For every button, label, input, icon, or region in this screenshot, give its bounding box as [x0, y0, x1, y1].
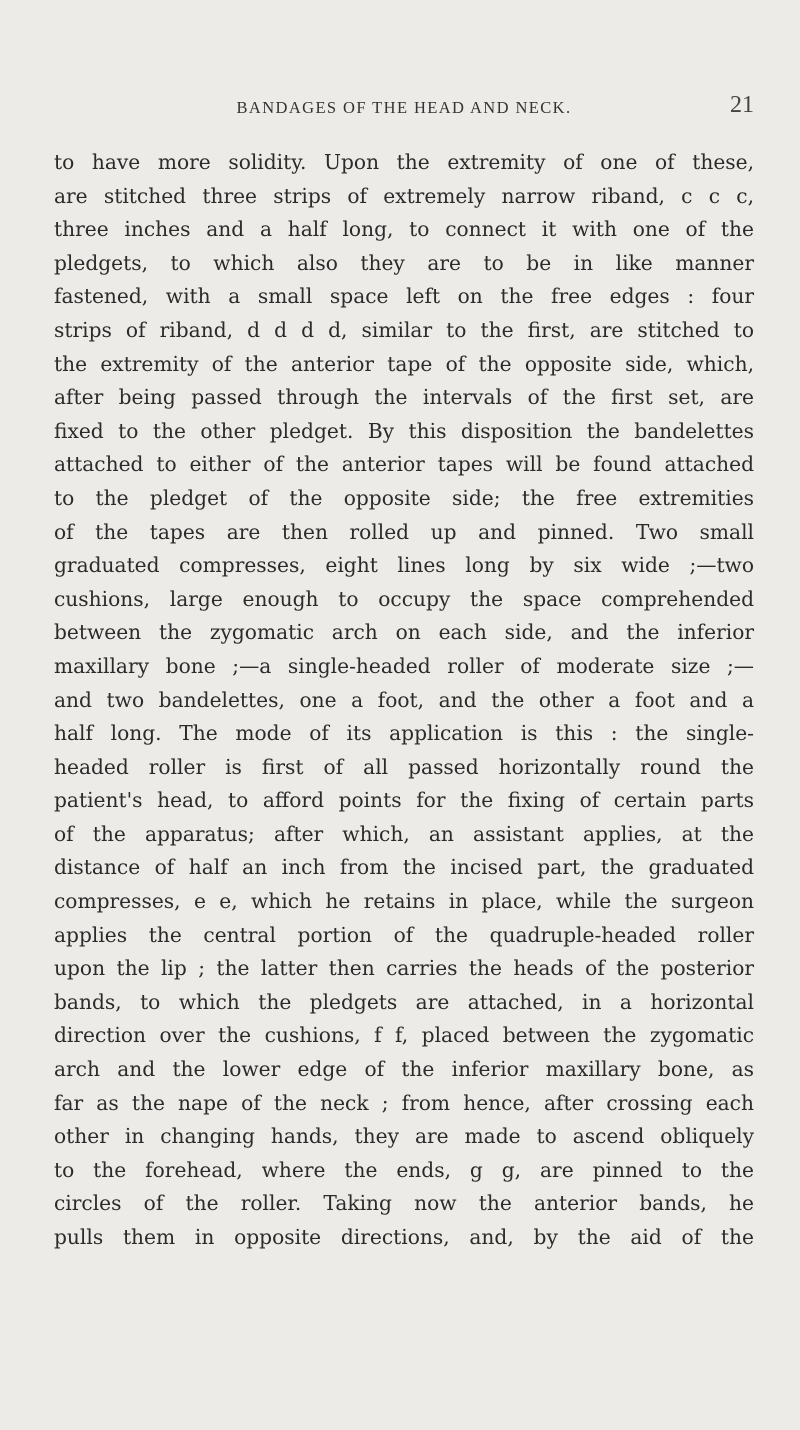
body-text [54, 146, 754, 1255]
text-line: three inches and a half long, to connect it with one of the [54, 217, 754, 242]
running-head [54, 92, 754, 138]
text-line: of the tapes are then rolled up and pinned. Two small [54, 519, 754, 544]
page-number: 21 [730, 92, 754, 118]
text-line: to the forehead, where the ends, g g, are pinned to the [54, 1157, 754, 1182]
text-line: to have more solidity. Upon the extremity of one of these, [54, 150, 754, 174]
text-line: cushions, large enough to occupy the space comprehended [54, 586, 754, 611]
text-line: the extremity of the anterior tape of the opposite side, which, [54, 351, 754, 376]
text-line: compresses, e e, which he retains in place, while the surgeon [54, 889, 754, 914]
running-head-title: BANDAGES OF THE HEAD AND NECK. [236, 98, 572, 117]
text-line: other in changing hands, they are made to ascend obliquely [54, 1124, 754, 1149]
text-line: between the zygomatic arch on each side, and the inferior [54, 620, 754, 645]
text-line: pulls them in opposite directions, and, by the aid of the [54, 1225, 754, 1249]
text-line: are stitched three strips of extremely narrow riband, c c c, [54, 183, 754, 208]
text-line: direction over the cushions, f f, placed between the zygomatic [54, 1023, 754, 1048]
text-line: upon the lip ; the latter then carries the heads of the posterior [54, 956, 754, 981]
text-line: to the pledget of the opposite side; the free extremities [54, 485, 754, 510]
text-line: maxillary bone ;—a single-headed roller of moderate size ;— [54, 653, 754, 678]
text-line: circles of the roller. Taking now the anterior bands, he [54, 1191, 754, 1216]
text-line: attached to either of the anterior tapes will be found attached [54, 452, 754, 477]
text-line: fixed to the other pledget. By this disposition the bandelettes [54, 418, 754, 443]
text-line: strips of riband, d d d d, similar to the first, are stitched to [54, 317, 754, 342]
text-line: fastened, with a small space left on the free edges : four [54, 284, 754, 309]
text-line: and two bandelettes, one a foot, and the other a foot and a [54, 687, 754, 712]
book-page [0, 92, 800, 1430]
text-line: graduated compresses, eight lines long by six wide ;—two [54, 553, 754, 578]
text-line: patient's head, to afford points for the fixing of certain parts [54, 788, 754, 813]
text-line: pledgets, to which also they are to be in like manner [54, 250, 754, 275]
text-line: arch and the lower edge of the inferior maxillary bone, as [54, 1057, 754, 1082]
text-line: distance of half an inch from the incised part, the graduated [54, 855, 754, 880]
text-line: of the apparatus; after which, an assistant applies, at the [54, 821, 754, 846]
text-line: half long. The mode of its application is this : the single- [54, 721, 754, 746]
text-line: applies the central portion of the quadruple-headed roller [54, 922, 754, 947]
text-line: far as the nape of the neck ; from hence, after crossing each [54, 1090, 754, 1115]
text-line: after being passed through the intervals of the first set, are [54, 385, 754, 410]
text-line: bands, to which the pledgets are attached, in a horizontal [54, 989, 754, 1014]
text-line: headed roller is first of all passed horizontally round the [54, 754, 754, 779]
